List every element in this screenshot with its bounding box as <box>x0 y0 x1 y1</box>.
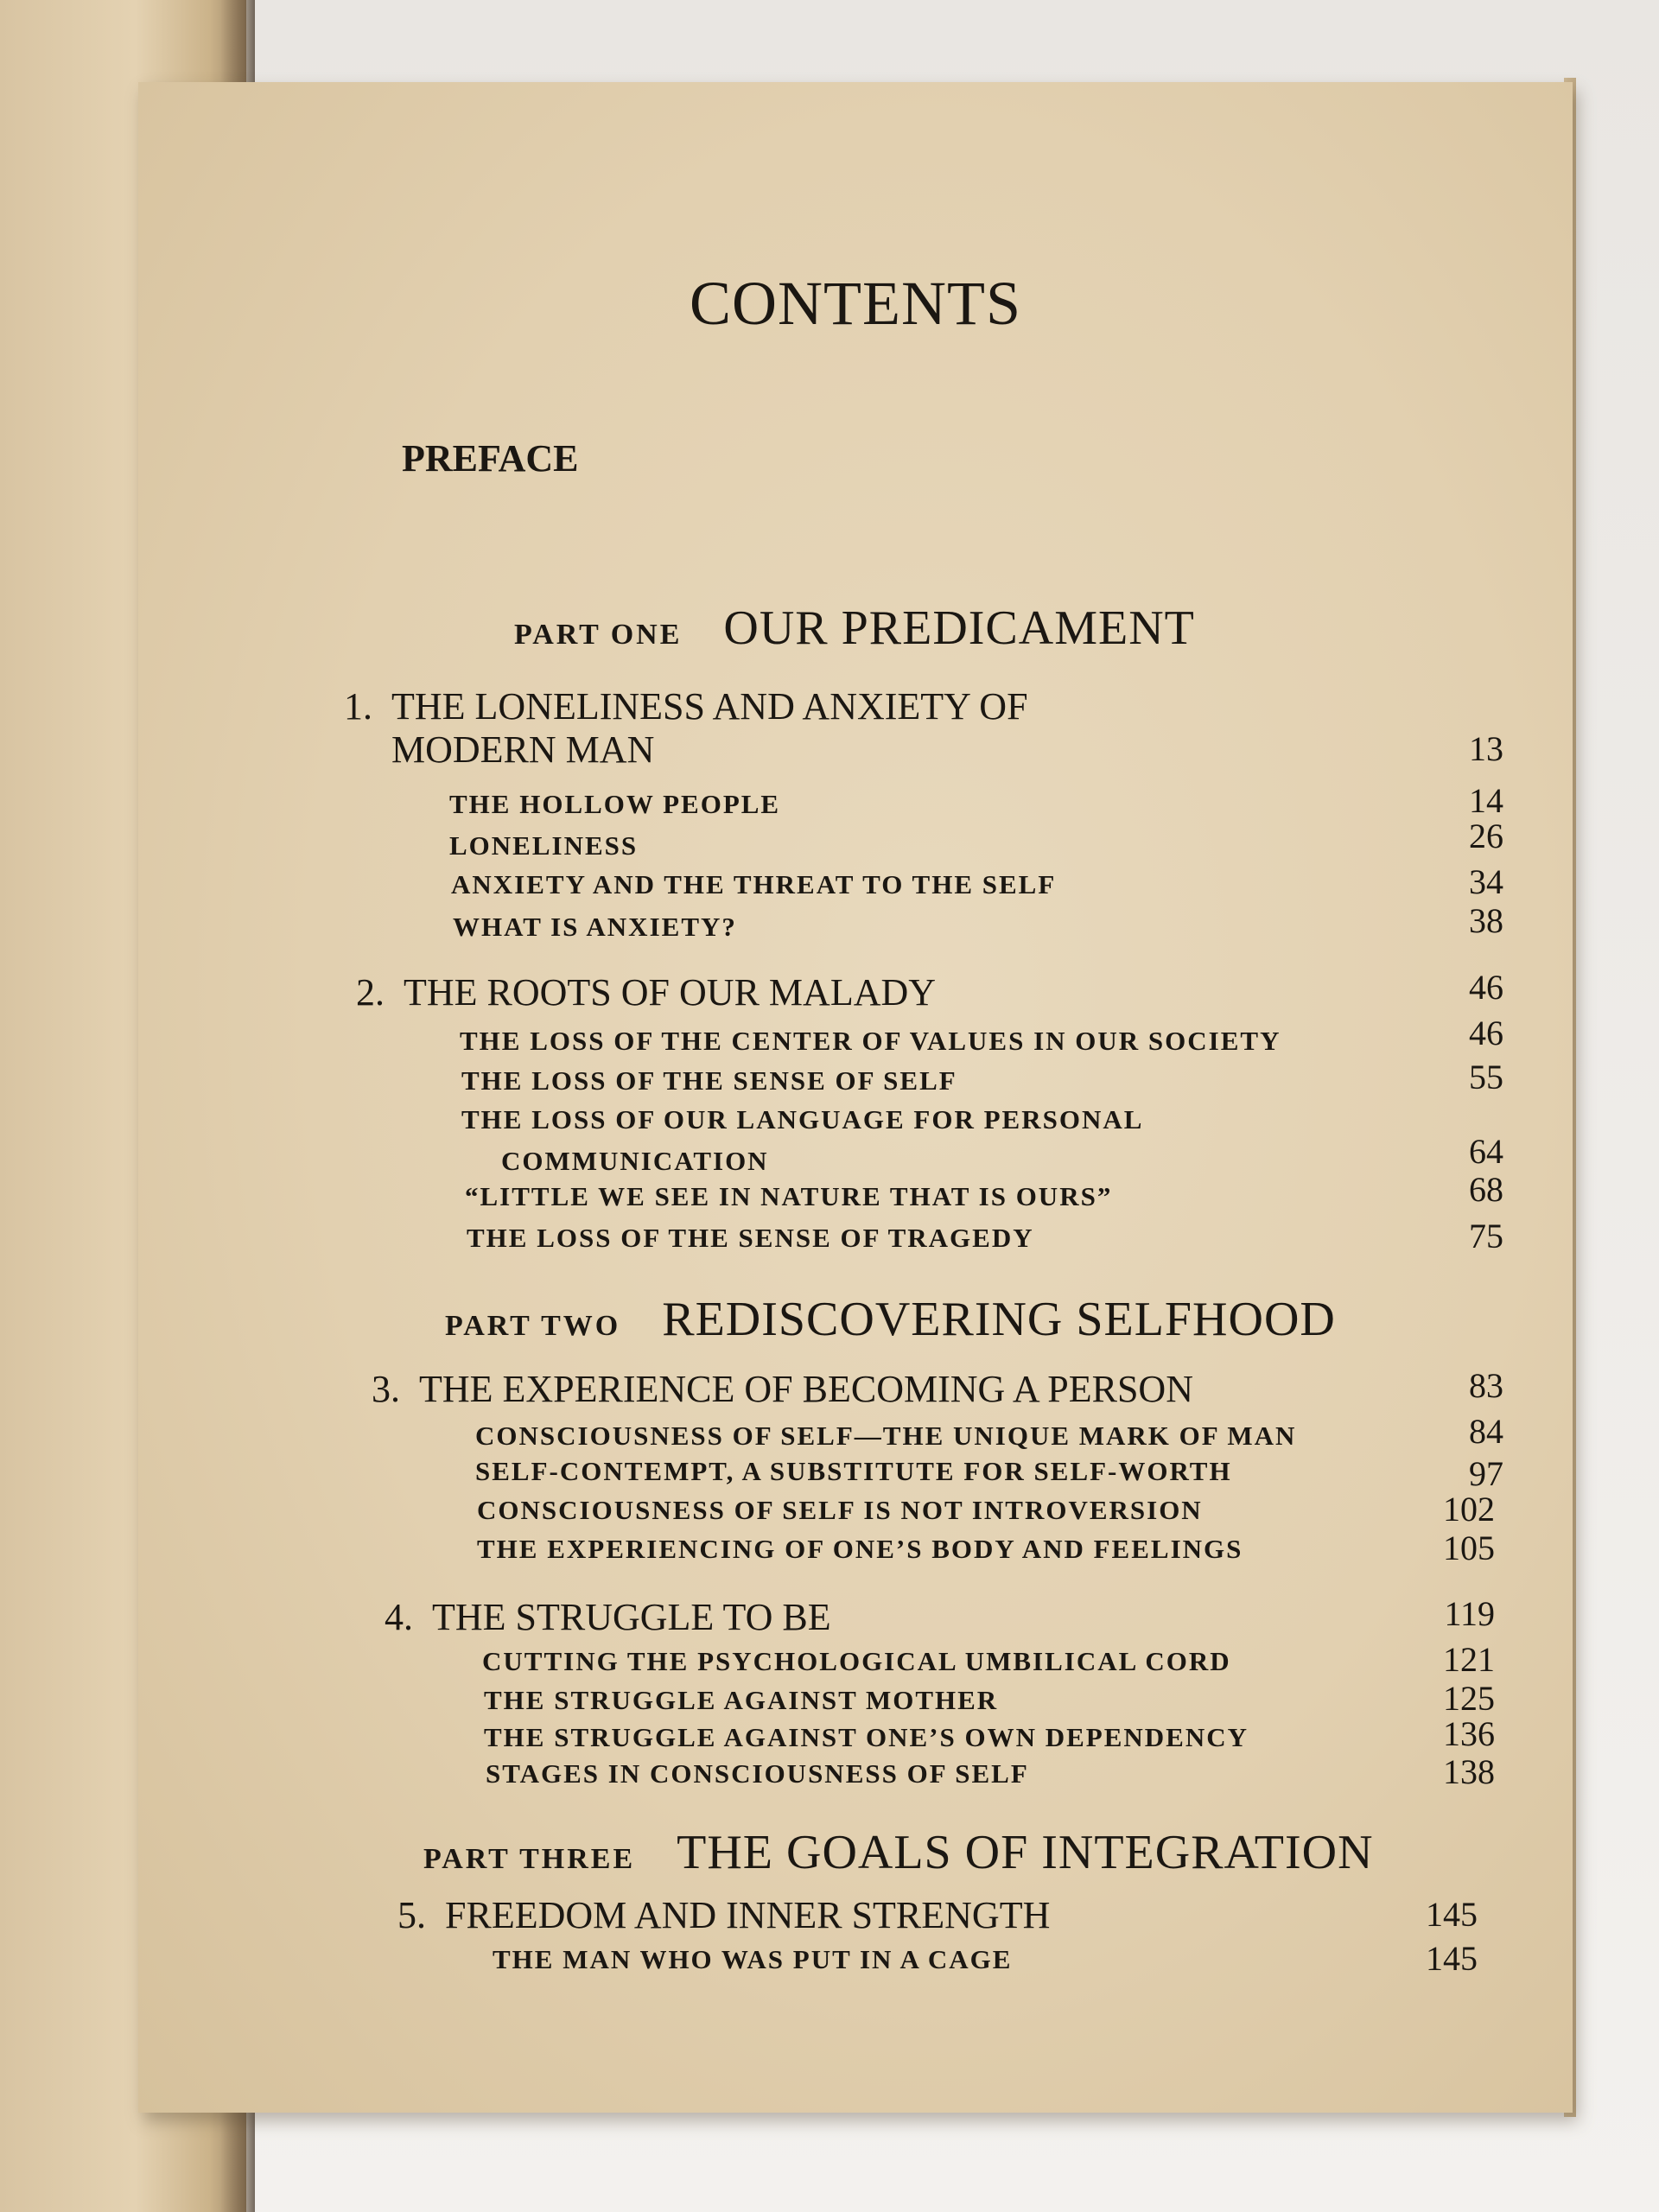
section-page: 138 <box>1443 1752 1495 1791</box>
section-page: 97 <box>1469 1454 1503 1493</box>
section-entry-continued: COMMUNICATION <box>501 1146 769 1176</box>
part-label: PART TWO <box>445 1310 621 1342</box>
section-entry: ANXIETY AND THE THREAT TO THE SELF <box>451 869 1057 899</box>
section-entry: CONSCIOUSNESS OF SELF—THE UNIQUE MARK OF MAN <box>475 1421 1297 1451</box>
section-entry: CUTTING THE PSYCHOLOGICAL UMBILICAL CORD <box>482 1646 1231 1676</box>
section-entry: WHAT IS ANXIETY? <box>453 912 737 942</box>
section-page: 64 <box>1469 1132 1503 1171</box>
section-entry: THE STRUGGLE AGAINST ONE’S OWN DEPENDENCY <box>484 1722 1249 1752</box>
section-page: 68 <box>1469 1170 1503 1209</box>
chapter-4-title <box>385 1595 831 1639</box>
section-page: 102 <box>1443 1490 1495 1529</box>
section-entry: THE LOSS OF THE SENSE OF SELF <box>461 1065 957 1096</box>
part-two-heading <box>445 1292 1336 1347</box>
preface-entry: PREFACE <box>402 437 579 480</box>
chapter-3-page: 83 <box>1469 1366 1503 1405</box>
chapter-title: THE EXPERIENCE OF BECOMING A PERSON <box>419 1368 1193 1410</box>
chapter-number: 2. <box>356 971 385 1014</box>
chapter-number: 5. <box>397 1894 426 1936</box>
part-title: OUR PREDICAMENT <box>723 601 1195 655</box>
contents-heading: CONTENTS <box>690 269 1021 338</box>
section-entry: THE STRUGGLE AGAINST MOTHER <box>484 1685 999 1715</box>
section-entry: THE LOSS OF OUR LANGUAGE FOR PERSONAL <box>461 1104 1144 1135</box>
chapter-4-page: 119 <box>1444 1594 1495 1633</box>
section-entry: THE MAN WHO WAS PUT IN A CAGE <box>493 1944 1013 1974</box>
section-entry: LONELINESS <box>449 830 639 861</box>
part-three-heading <box>423 1825 1374 1880</box>
part-title: THE GOALS OF INTEGRATION <box>677 1826 1374 1879</box>
section-page: 75 <box>1469 1217 1503 1255</box>
chapter-title: THE ROOTS OF OUR MALADY <box>404 971 937 1014</box>
part-label: PART THREE <box>423 1843 636 1875</box>
chapter-1-title <box>344 684 1028 728</box>
chapter-1-page: 13 <box>1469 729 1503 768</box>
section-entry: SELF-CONTEMPT, A SUBSTITUTE FOR SELF-WORTH <box>475 1456 1232 1486</box>
section-page: 46 <box>1469 1014 1503 1052</box>
chapter-title: FREEDOM AND INNER STRENGTH <box>445 1894 1051 1936</box>
part-title: REDISCOVERING SELFHOOD <box>662 1293 1336 1346</box>
chapter-number: 1. <box>344 685 372 728</box>
section-page: 145 <box>1426 1939 1478 1978</box>
chapter-2-title <box>356 970 936 1014</box>
section-page: 26 <box>1469 817 1503 855</box>
contents-page <box>138 82 1573 2113</box>
part-one-heading <box>514 601 1195 656</box>
chapter-title: THE LONELINESS AND ANXIETY OF <box>391 685 1028 728</box>
part-label: PART ONE <box>514 619 683 651</box>
chapter-number: 4. <box>385 1596 413 1638</box>
chapter-2-page: 46 <box>1469 968 1503 1007</box>
chapter-number: 3. <box>372 1368 400 1410</box>
section-entry: STAGES IN CONSCIOUSNESS OF SELF <box>486 1758 1029 1789</box>
chapter-1-title-continued: MODERN MAN <box>391 728 655 771</box>
section-entry: CONSCIOUSNESS OF SELF IS NOT INTROVERSION <box>477 1495 1203 1525</box>
chapter-5-title <box>397 1893 1050 1937</box>
chapter-title: THE STRUGGLE TO BE <box>432 1596 831 1638</box>
section-entry: THE HOLLOW PEOPLE <box>449 789 781 819</box>
section-entry: “LITTLE WE SEE IN NATURE THAT IS OURS” <box>465 1181 1113 1211</box>
section-page: 38 <box>1469 901 1503 940</box>
chapter-5-page: 145 <box>1426 1895 1478 1934</box>
section-page: 125 <box>1443 1679 1495 1718</box>
section-page: 14 <box>1469 781 1503 820</box>
section-page: 34 <box>1469 862 1503 901</box>
section-page: 121 <box>1443 1640 1495 1679</box>
section-page: 105 <box>1443 1529 1495 1567</box>
section-entry: THE LOSS OF THE SENSE OF TRAGEDY <box>467 1223 1034 1253</box>
section-page: 84 <box>1469 1412 1503 1451</box>
section-page: 55 <box>1469 1058 1503 1096</box>
section-entry: THE EXPERIENCING OF ONE’S BODY AND FEELINGS <box>477 1534 1243 1564</box>
section-page: 136 <box>1443 1714 1495 1753</box>
chapter-3-title <box>372 1367 1193 1411</box>
section-entry: THE LOSS OF THE CENTER OF VALUES IN OUR SOCIETY <box>460 1026 1281 1056</box>
